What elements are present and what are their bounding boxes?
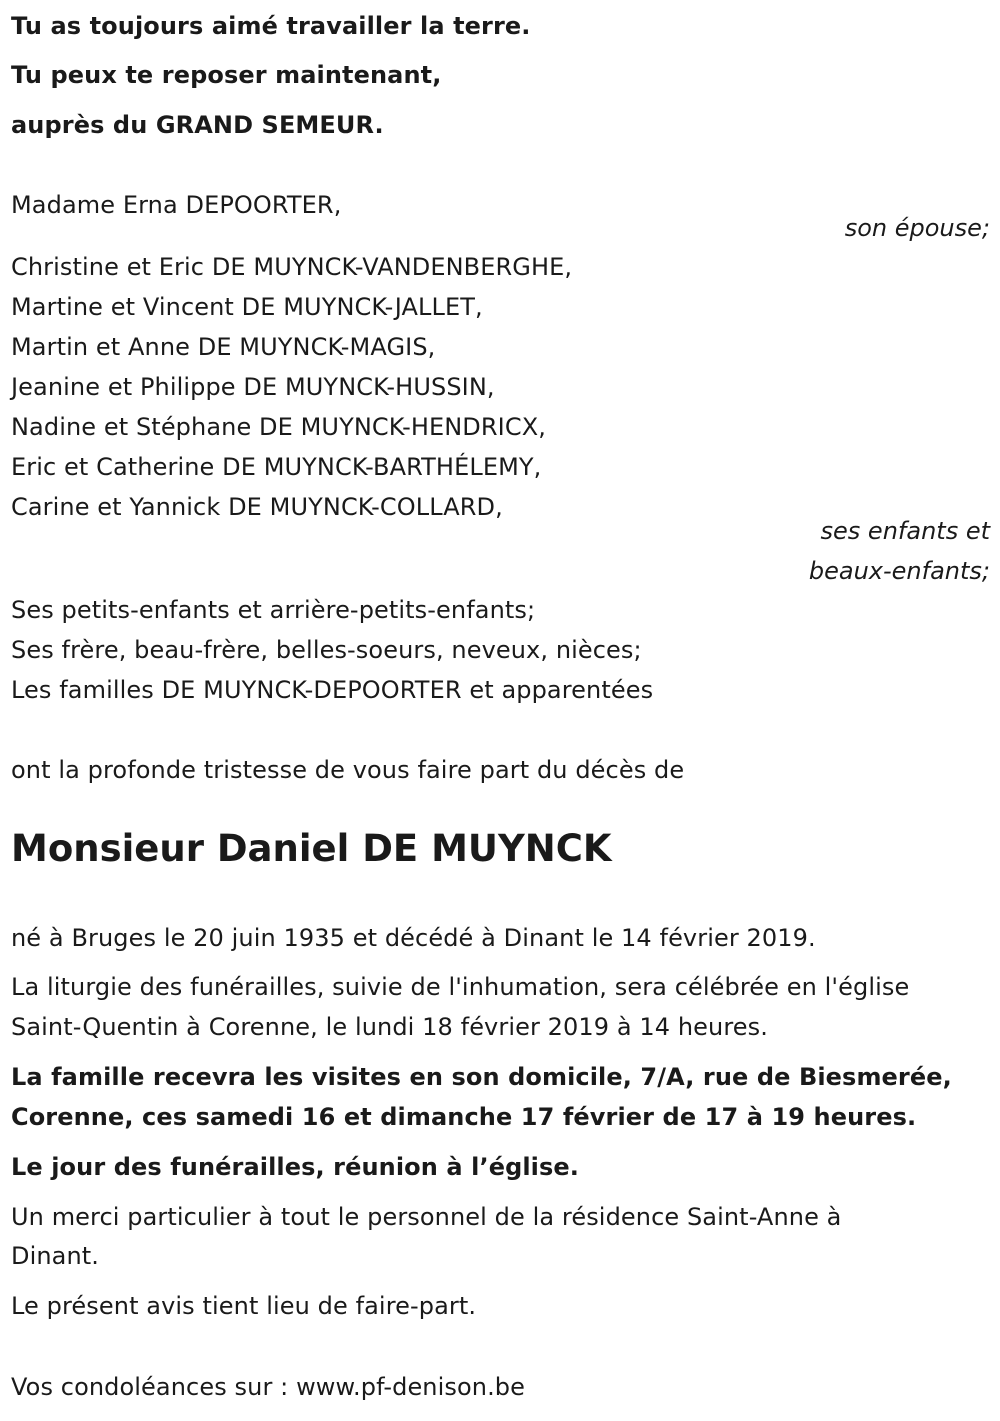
thanks-line-2: Dinant.: [11, 1242, 100, 1270]
children-role-line-2: beaux-enfants;: [808, 557, 990, 585]
liturgy-line-2: Saint-Quentin à Corenne, le lundi 18 février 2019 à 14 heures.: [11, 1013, 768, 1041]
spouse-name: Madame Erna DEPOORTER,: [11, 191, 342, 219]
child-couple-5: Nadine et Stéphane DE MUYNCK-HENDRICX,: [11, 413, 546, 441]
spouse-role: son épouse;: [844, 214, 990, 242]
child-couple-3: Martin et Anne DE MUYNCK-MAGIS,: [11, 333, 436, 361]
poem-line-1: Tu as toujours aimé travailler la terre.: [11, 12, 531, 40]
siblings-line: Ses frère, beau-frère, belles-soeurs, neveux, nièces;: [11, 636, 642, 664]
families-line: Les familles DE MUYNCK-DEPOORTER et apparentées: [11, 676, 654, 704]
poem-line-2: Tu peux te reposer maintenant,: [11, 61, 442, 89]
liturgy-line-1: La liturgie des funérailles, suivie de l'inhumation, sera célébrée en l'église: [11, 973, 910, 1001]
condolences-label: Vos condoléances sur :: [11, 1373, 297, 1401]
notice-line: Le présent avis tient lieu de faire-part.: [11, 1292, 477, 1320]
condolences-link[interactable]: www.pf-denison.be: [296, 1373, 526, 1401]
children-role-line-1: ses enfants et: [820, 517, 990, 545]
child-couple-4: Jeanine et Philippe DE MUYNCK-HUSSIN,: [11, 373, 495, 401]
poem-line-3: auprès du GRAND SEMEUR.: [11, 111, 384, 139]
child-couple-1: Christine et Eric DE MUYNCK-VANDENBERGHE,: [11, 253, 573, 281]
child-couple-6: Eric et Catherine DE MUYNCK-BARTHÉLEMY,: [11, 453, 542, 481]
birth-death-line: né à Bruges le 20 juin 1935 et décédé à Dinant le 14 février 2019.: [11, 924, 816, 952]
visits-line-2: Corenne, ces samedi 16 et dimanche 17 février de 17 à 19 heures.: [11, 1103, 917, 1131]
grandchildren-line: Ses petits-enfants et arrière-petits-enfants;: [11, 596, 536, 624]
visits-line-1: La famille recevra les visites en son domicile, 7/A, rue de Biesmerée,: [11, 1063, 952, 1091]
child-couple-2: Martine et Vincent DE MUYNCK-JALLET,: [11, 293, 483, 321]
child-couple-7: Carine et Yannick DE MUYNCK-COLLARD,: [11, 493, 503, 521]
condolences-line: [11, 1372, 525, 1402]
thanks-line-1: Un merci particulier à tout le personnel de la résidence Saint-Anne à: [11, 1203, 842, 1231]
meeting-line: Le jour des funérailles, réunion à l’église.: [11, 1153, 579, 1181]
announcement-text: ont la profonde tristesse de vous faire part du décès de: [11, 756, 685, 784]
deceased-name: Monsieur Daniel DE MUYNCK: [11, 827, 612, 870]
